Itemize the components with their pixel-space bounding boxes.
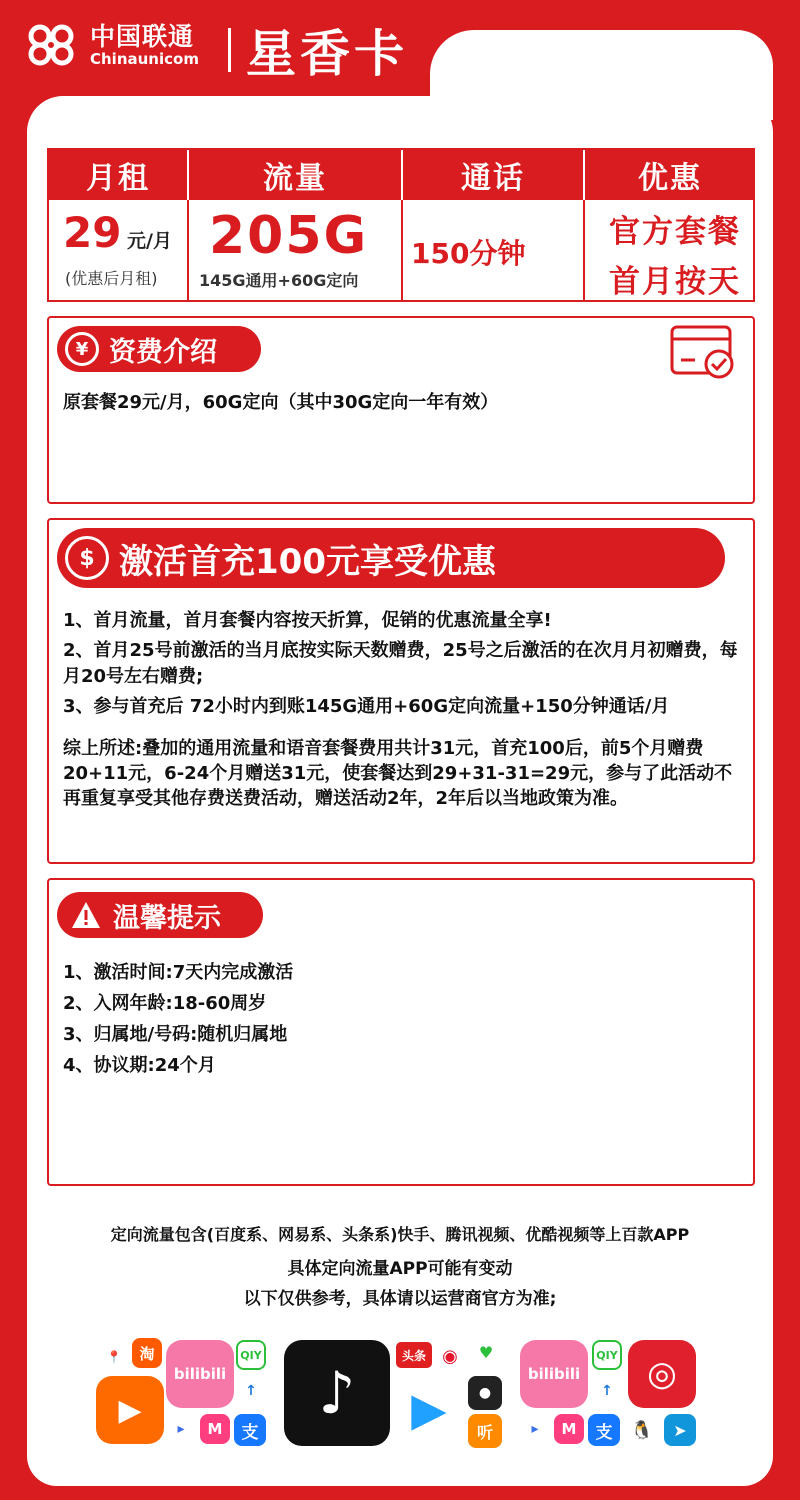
tip-item-3: 3、归属地/号码:随机归属地 (63, 1024, 288, 1045)
fee-title: 资费介绍 (109, 336, 217, 368)
unicom-knot-icon (20, 22, 82, 68)
rent-cell (63, 208, 172, 257)
rent-value: 29 (63, 208, 122, 257)
footer-line2: 具体定向流量APP可能有变动 (287, 1259, 513, 1279)
table-header-offer: 优惠 (585, 150, 755, 200)
qq-icon: 🐧 (626, 1414, 658, 1446)
mango-tv-icon: M (200, 1414, 230, 1444)
promo-item-3: 3、参与首充后 72小时内到账145G通用+60G定向流量+150分钟通话/月 (63, 696, 670, 717)
mango-tv-icon-2: M (554, 1414, 584, 1444)
fee-text: 原套餐29元/月，60G定向（其中30G定向一年有效） (63, 392, 499, 413)
table-header-rent: 月租 (49, 150, 187, 200)
flow-value: 205G (209, 206, 369, 266)
offer-line1: 官方套餐 (609, 214, 741, 250)
promo-item-1: 1、首月流量，首月套餐内容按天折算，促销的优惠流量全享! (63, 610, 552, 631)
page-title: 星香卡 (246, 25, 408, 83)
ting-icon: 听 (468, 1414, 502, 1448)
iqiyi-icon: QIY (236, 1340, 266, 1370)
tencent-maps-icon: ➤ (664, 1414, 696, 1446)
offer-line2: 首月按天 (609, 264, 741, 300)
dark-app-icon: ● (468, 1376, 502, 1410)
yen-icon: ¥ (65, 332, 99, 366)
promo-item-2: 2、首月25号前激活的当月底按实际天数赠费，25号之后激活的在次月月初赠费，每月20号左右赠费; (63, 640, 738, 687)
promo-title-pill (57, 528, 725, 588)
taobao-icon: 淘 (132, 1338, 162, 1368)
flow-note: 145G通用+60G定向 (199, 271, 359, 290)
brand-cn: 中国联通 (90, 22, 195, 51)
youku-icon: ▸ (166, 1414, 196, 1444)
rent-unit: 元/月 (127, 230, 172, 252)
netease-music-icon: ◎ (628, 1340, 696, 1408)
rent-note: (优惠后月租) (65, 269, 158, 288)
table-header-flow: 流量 (189, 150, 401, 200)
tencent-video-icon: ▶ (396, 1376, 462, 1442)
bill-check-icon (669, 324, 737, 380)
tips-title-pill (57, 892, 263, 938)
alipay-icon: 支 (234, 1414, 266, 1446)
footer-line3: 以下仅供参考，具体请以运营商官方为准; (243, 1289, 557, 1309)
unicom-logo (20, 22, 199, 68)
cntv-icon: ↑ (236, 1376, 266, 1406)
brand-en: Chinaunicom (90, 50, 199, 68)
plan-summary-table (47, 148, 755, 302)
promo-title: 激活首充100元享受优惠 (119, 541, 496, 582)
kuaishou-icon: ▶ (96, 1376, 164, 1444)
baidu-map-icon: 📍 (96, 1346, 132, 1368)
tips-section (47, 878, 755, 1186)
fee-section (47, 316, 755, 504)
footer-line1: 定向流量包含(百度系、网易系、头条系)快手、腾讯视频、优酷视频等上百款APP (110, 1225, 690, 1244)
tip-item-1: 1、激活时间:7天内完成激活 (63, 962, 294, 983)
bilibili-icon-2: bilibili (520, 1340, 588, 1408)
warning-icon (71, 901, 101, 929)
tip-item-2: 2、入网年龄:18-60周岁 (63, 993, 267, 1014)
table-divider (401, 200, 403, 302)
iqiyi-icon-2: QIY (592, 1340, 622, 1370)
table-divider (187, 200, 189, 302)
table-divider (583, 200, 585, 302)
alipay-icon-2: 支 (588, 1414, 620, 1446)
dollar-refresh-icon: $ (65, 536, 109, 580)
weibo-icon: ◉ (434, 1340, 466, 1372)
aiqing-icon: ♥ (470, 1336, 502, 1368)
toutiao-icon: 头条 (396, 1342, 432, 1368)
call-value: 150分钟 (411, 237, 526, 270)
table-header-call: 通话 (403, 150, 583, 200)
bilibili-icon: bilibili (166, 1340, 234, 1408)
fee-title-pill (57, 326, 261, 372)
cntv-icon-2: ↑ (592, 1376, 622, 1406)
tip-item-4: 4、协议期:24个月 (63, 1055, 216, 1076)
douyin-icon: ♪ (284, 1340, 390, 1446)
tips-title: 温馨提示 (113, 902, 221, 934)
header-divider (228, 28, 231, 72)
promo-section (47, 518, 755, 864)
youku-icon-2: ▸ (520, 1414, 550, 1444)
promo-summary: 综上所述:叠加的通用流量和语音套餐费用共计31元，首充100后，前5个月赠费20+11元，6-24个月赠送31元，使套餐达到29+31-31=29元，参与了此活动不再重复享受其他存费送费活动，赠送活动2年，2年后以当地政策为准。 (63, 738, 733, 809)
